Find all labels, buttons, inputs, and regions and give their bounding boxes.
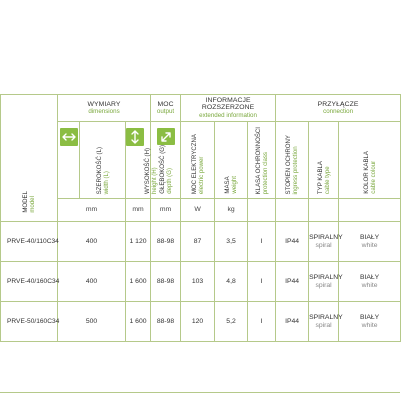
column-header-row	[1, 122, 401, 199]
model-name: PRVE-50/160C34	[1, 302, 58, 342]
units-row	[1, 199, 401, 222]
mass-value: 4,8	[215, 262, 248, 302]
spec-table	[0, 94, 401, 342]
unit-colour-empty	[339, 199, 401, 222]
table-row	[1, 302, 401, 342]
power-header-cell: MOC ELEKTRYCZNA electric power	[181, 122, 215, 199]
depth-value: 88-98	[151, 302, 181, 342]
mass-header-cell: MASA weight	[215, 122, 248, 199]
power-value: 120	[181, 302, 215, 342]
spec-table-wrapper	[0, 94, 400, 342]
height-arrows-icon	[126, 128, 144, 146]
dimensions-group-header: WYMIARY dimensions	[58, 95, 151, 122]
power-value: 103	[181, 262, 215, 302]
unit-depth: mm	[151, 199, 181, 222]
unit-height: mm	[126, 199, 151, 222]
class-value: I	[248, 222, 276, 262]
cable-colour-value: BIAŁY white	[339, 302, 401, 342]
connection-group-header: PRZYŁĄCZE connection	[276, 95, 401, 122]
bottom-divider	[0, 392, 400, 393]
mass-value: 5,2	[215, 302, 248, 342]
model-header-pl: MODEL	[22, 191, 29, 213]
model-name: PRVE-40/160C34	[1, 262, 58, 302]
cable-colour-value: BIAŁY white	[339, 222, 401, 262]
unit-class-empty	[248, 199, 276, 222]
mass-value: 3,5	[215, 222, 248, 262]
cable-type-value: SPIRALNY spiral	[309, 222, 339, 262]
ip-value: IP44	[276, 302, 309, 342]
cable-type-header-cell: TYP KABLA cable type	[309, 122, 339, 199]
width-value: 400	[58, 262, 126, 302]
model-name: PRVE-40/110C34	[1, 222, 58, 262]
width-icon-cell	[58, 122, 80, 199]
height-header-cell: WYSOKOŚĆ (H) height (H)	[126, 122, 151, 199]
protection-class-header-cell: KLASA OCHRONNOŚCI protection class	[248, 122, 276, 199]
height-value: 1 600	[126, 302, 151, 342]
ip-value: IP44	[276, 262, 309, 302]
width-header-cell: SZEROKOŚĆ (L) width (L)	[80, 122, 126, 199]
extended-info-group-header: INFORMACJE ROZSZERZONE extended information	[181, 95, 276, 122]
table-row	[1, 262, 401, 302]
depth-value: 88-98	[151, 262, 181, 302]
unit-mass: kg	[215, 199, 248, 222]
unit-power: W	[181, 199, 215, 222]
width-value: 500	[58, 302, 126, 342]
class-value: I	[248, 302, 276, 342]
model-header-cell	[1, 95, 58, 222]
output-group-header: MOC output	[151, 95, 181, 122]
depth-arrows-icon	[157, 128, 175, 145]
class-value: I	[248, 262, 276, 302]
ip-value: IP44	[276, 222, 309, 262]
width-arrows-icon	[60, 128, 78, 146]
height-value: 1 120	[126, 222, 151, 262]
height-value: 1 600	[126, 262, 151, 302]
unit-width: mm	[58, 199, 126, 222]
cable-colour-header-cell: KOLOR KABLA cable colour	[339, 122, 401, 199]
group-header-row	[1, 95, 401, 122]
table-row	[1, 222, 401, 262]
unit-cable-empty	[309, 199, 339, 222]
power-value: 87	[181, 222, 215, 262]
ingress-header-cell: STOPIEŃ OCHRONY ingress protection	[276, 122, 309, 199]
depth-header-cell: GŁĘBOKOŚĆ (G) depth (G)	[151, 122, 181, 199]
unit-ip-empty	[276, 199, 309, 222]
depth-value: 88-98	[151, 222, 181, 262]
cable-type-value: SPIRALNY spiral	[309, 262, 339, 302]
width-value: 400	[58, 222, 126, 262]
cable-type-value: SPIRALNY spiral	[309, 302, 339, 342]
model-header-en: model	[29, 196, 36, 213]
cable-colour-value: BIAŁY white	[339, 262, 401, 302]
